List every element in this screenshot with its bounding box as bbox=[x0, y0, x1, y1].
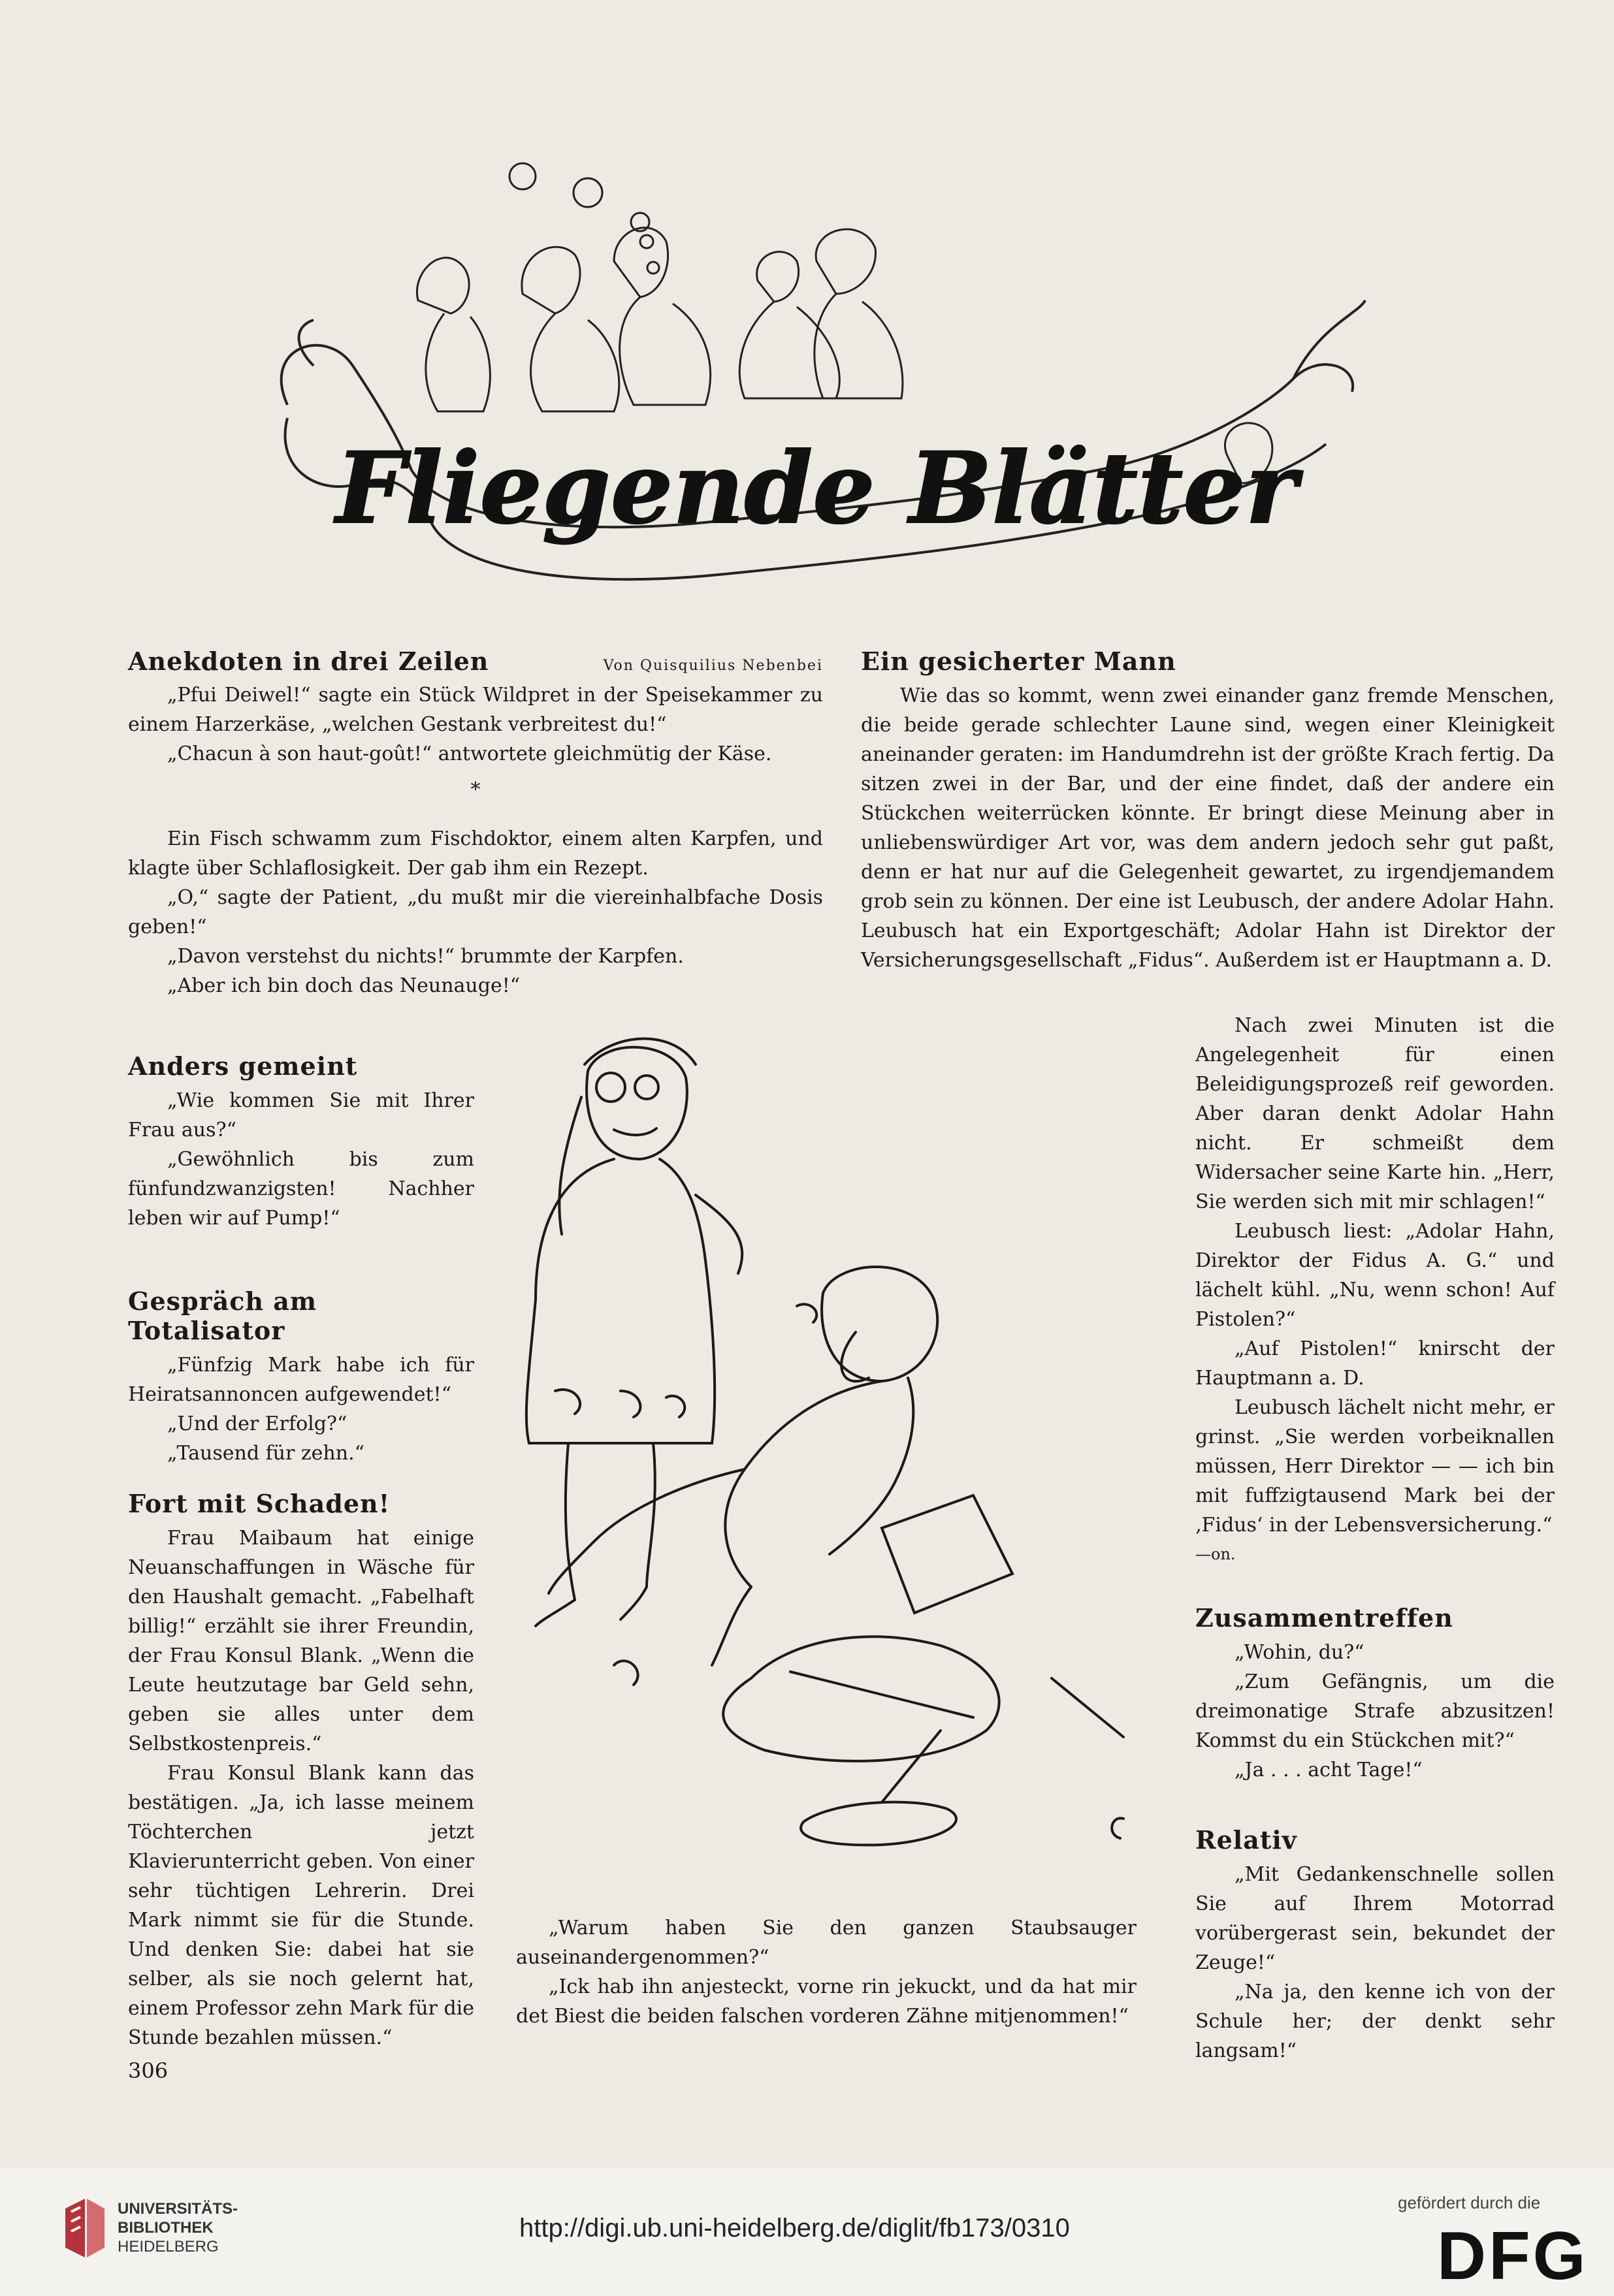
masthead-title: Fliegende Blätter bbox=[336, 431, 1297, 546]
mann-title: Ein gesicherter Mann bbox=[861, 646, 1176, 676]
totalisator-p3: „Tausend für zehn.“ bbox=[167, 1442, 364, 1465]
mann-p1: Wie das so kommt, wenn zwei einander ganz fremde Menschen, die beide gerade schlechter Laune sind, wegen einer Kleinigkeit aneinander geraten: im Handumdrehn ist der größte Krach fertig. Da sitzen zwei in der Bar, und der eine findet, daß der andere ein Stückchen weiterrücken könnte. Er bringt diese Meinung aber in unliebenswürdiger Art vor, was dem andern jedoch sehr gut paßt, denn er hat nur auf die Gelegenheit gewartet, zu irgendjemandem grob sein zu können. Der eine ist Leubusch, der andere Adolar Hahn. Leubusch hat ein Exportgeschäft; Adolar Hahn ist Direktor der Versicherungsgesellschaft „Fidus“. Außerdem ist er Hauptmann a. D. bbox=[861, 684, 1555, 972]
anekdoten-p5: „Davon verstehst du nichts!“ brummte der Karpfen. bbox=[167, 945, 684, 968]
mann-p5: Leubusch lächelt nicht mehr, er grinst. „Sie werden vorbeiknallen müssen, Herr Direktor — — ich bin mit fuffzigtausend Mark bei der ‚Fidus‘ in der Lebensversicherung.“ bbox=[1195, 1396, 1555, 1537]
zusammentreffen-title: Zusammentreffen bbox=[1195, 1603, 1453, 1633]
library-line1: UNIVERSITÄTS- bbox=[118, 2200, 238, 2218]
mann-p3: Leubusch liest: „Adolar Hahn, Direktor der Fidus A. G.“ und lächelt kühl. „Nu, wenn schon! Auf Pistolen?“ bbox=[1195, 1220, 1555, 1331]
library-line3: HEIDELBERG bbox=[118, 2238, 219, 2256]
totalisator-p1: „Fünfzig Mark habe ich für Heiratsannoncen aufgewendet!“ bbox=[128, 1354, 474, 1406]
relativ-p2: „Na ja, den kenne ich von der Schule her; der denkt sehr langsam!“ bbox=[1195, 1981, 1555, 2062]
standing-woman bbox=[526, 1039, 742, 1626]
mann-continued bbox=[1195, 1011, 1555, 1569]
anekdoten-byline: Von Quisquilius Nebenbei bbox=[603, 658, 823, 674]
anders-title: Anders gemeint bbox=[128, 1051, 358, 1081]
zusammentreffen-p2: „Zum Gefängnis, um die dreimonatige Strafe abzusitzen! Kommst du ein Stückchen mit?“ bbox=[1195, 1670, 1555, 1752]
mann-p4: „Auf Pistolen!“ knirscht der Hauptmann a. D. bbox=[1195, 1337, 1555, 1390]
schaden-title: Fort mit Schaden! bbox=[128, 1489, 391, 1518]
anekdoten-p6: „Aber ich bin doch das Neunauge!“ bbox=[167, 974, 521, 997]
anekdoten-title: Anekdoten in drei Zeilen bbox=[128, 646, 489, 676]
caption-p2: „Ick hab ihn anjesteckt, vorne rin jekuckt, und da hat mir det Biest die beiden falschen vorderen Zähne mitjenommen!“ bbox=[516, 1975, 1137, 2028]
kneeling-woman bbox=[549, 1267, 937, 1665]
mann-section bbox=[861, 646, 1555, 975]
schaden-section bbox=[128, 1489, 474, 2052]
cartoon-illustration bbox=[516, 1025, 1169, 1920]
anekdoten-p3: Ein Fisch schwamm zum Fischdoktor, einem alten Karpfen, und klagte über Schlaflosigkeit. Der gab ihm ein Rezept. bbox=[128, 827, 823, 880]
caption-p1: „Warum haben Sie den ganzen Staubsauger auseinandergenommen?“ bbox=[516, 1917, 1137, 1969]
library-logo-icon bbox=[62, 2195, 108, 2261]
anders-p2: „Gewöhnlich bis zum fünfundzwanzigsten! Nachher leben wir auf Pump!“ bbox=[128, 1148, 474, 1230]
schaden-p1: Frau Maibaum hat einige Neuanschaffungen in Wäsche für den Haushalt gemacht. „Fabelhaft billig!“ erzählt sie ihrer Freundin, der Frau Konsul Blank. „Wenn die Leute heutzutage bar Geld sehn, geben sie alles unter dem Selbstkostenpreis.“ bbox=[128, 1527, 474, 1755]
totalisator-section bbox=[128, 1286, 474, 1468]
zusammentreffen-p1: „Wohin, du?“ bbox=[1235, 1641, 1364, 1664]
anekdoten-p1: „Pfui Deiwel!“ sagte ein Stück Wildpret in der Speisekammer zu einem Harzerkäse, „welchen Gestank verbreitest du!“ bbox=[128, 684, 823, 736]
source-url-link[interactable]: http://digi.ub.uni-heidelberg.de/diglit/fb173/0310 bbox=[519, 2214, 1070, 2242]
anekdoten-section bbox=[128, 646, 823, 1000]
masthead-illustration bbox=[248, 131, 1372, 614]
schaden-p2: Frau Konsul Blank kann das bestätigen. „Ja, ich lasse meinem Töchterchen jetzt Klavierunterricht geben. Von einer sehr tüchtigen Lehrerin. Drei Mark nimmt sie für die Stunde. Und denken Sie: dabei hat sie selber, als sie noch gelernt hat, einem Professor zehn Mark für die Stunde bezahlen müssen.“ bbox=[128, 1762, 474, 2049]
relativ-title: Relativ bbox=[1195, 1825, 1297, 1855]
library-line2: BIBLIOTHEK bbox=[118, 2219, 214, 2237]
zusammentreffen-section bbox=[1195, 1603, 1555, 1785]
mann-p2: Nach zwei Minuten ist die Angelegenheit für einen Beleidigungsprozeß reif geworden. Aber daran denkt Adolar Hahn nicht. Er schmeißt dem Widersacher seine Karte hin. „Herr, Sie werden sich mit mir schlagen!“ bbox=[1195, 1014, 1555, 1213]
totalisator-title: Gespräch am Totalisator bbox=[128, 1286, 317, 1345]
totalisator-p2: „Und der Erfolg?“ bbox=[167, 1412, 347, 1435]
library-name bbox=[118, 2199, 238, 2256]
relativ-section bbox=[1195, 1825, 1555, 2065]
page-number: 306 bbox=[128, 2058, 169, 2083]
anekdoten-p2: „Chacun à son haut-goût!“ antwortete gleichmütig der Käse. bbox=[167, 742, 772, 765]
dfg-logo: DFG bbox=[1437, 2218, 1589, 2294]
cartoon-caption bbox=[516, 1913, 1137, 2031]
vacuum-cleaner bbox=[614, 1495, 1123, 1845]
footer-bar bbox=[0, 2168, 1614, 2296]
mann-signature: —on. bbox=[1195, 1545, 1236, 1563]
anders-section bbox=[128, 1051, 474, 1233]
anekdoten-separator: * bbox=[470, 778, 481, 801]
funded-by-text: gefördert durch die bbox=[1398, 2193, 1541, 2212]
zusammentreffen-p3: „Ja . . . acht Tage!“ bbox=[1235, 1759, 1423, 1781]
anders-p1: „Wie kommen Sie mit Ihrer Frau aus?“ bbox=[128, 1089, 474, 1141]
relativ-p1: „Mit Gedankenschnelle sollen Sie auf Ihrem Motorrad vorübergerast sein, bekundet der Zeuge!“ bbox=[1195, 1863, 1555, 1974]
anekdoten-p4: „O,“ sagte der Patient, „du mußt mir die viereinhalbfache Dosis geben!“ bbox=[128, 886, 823, 938]
